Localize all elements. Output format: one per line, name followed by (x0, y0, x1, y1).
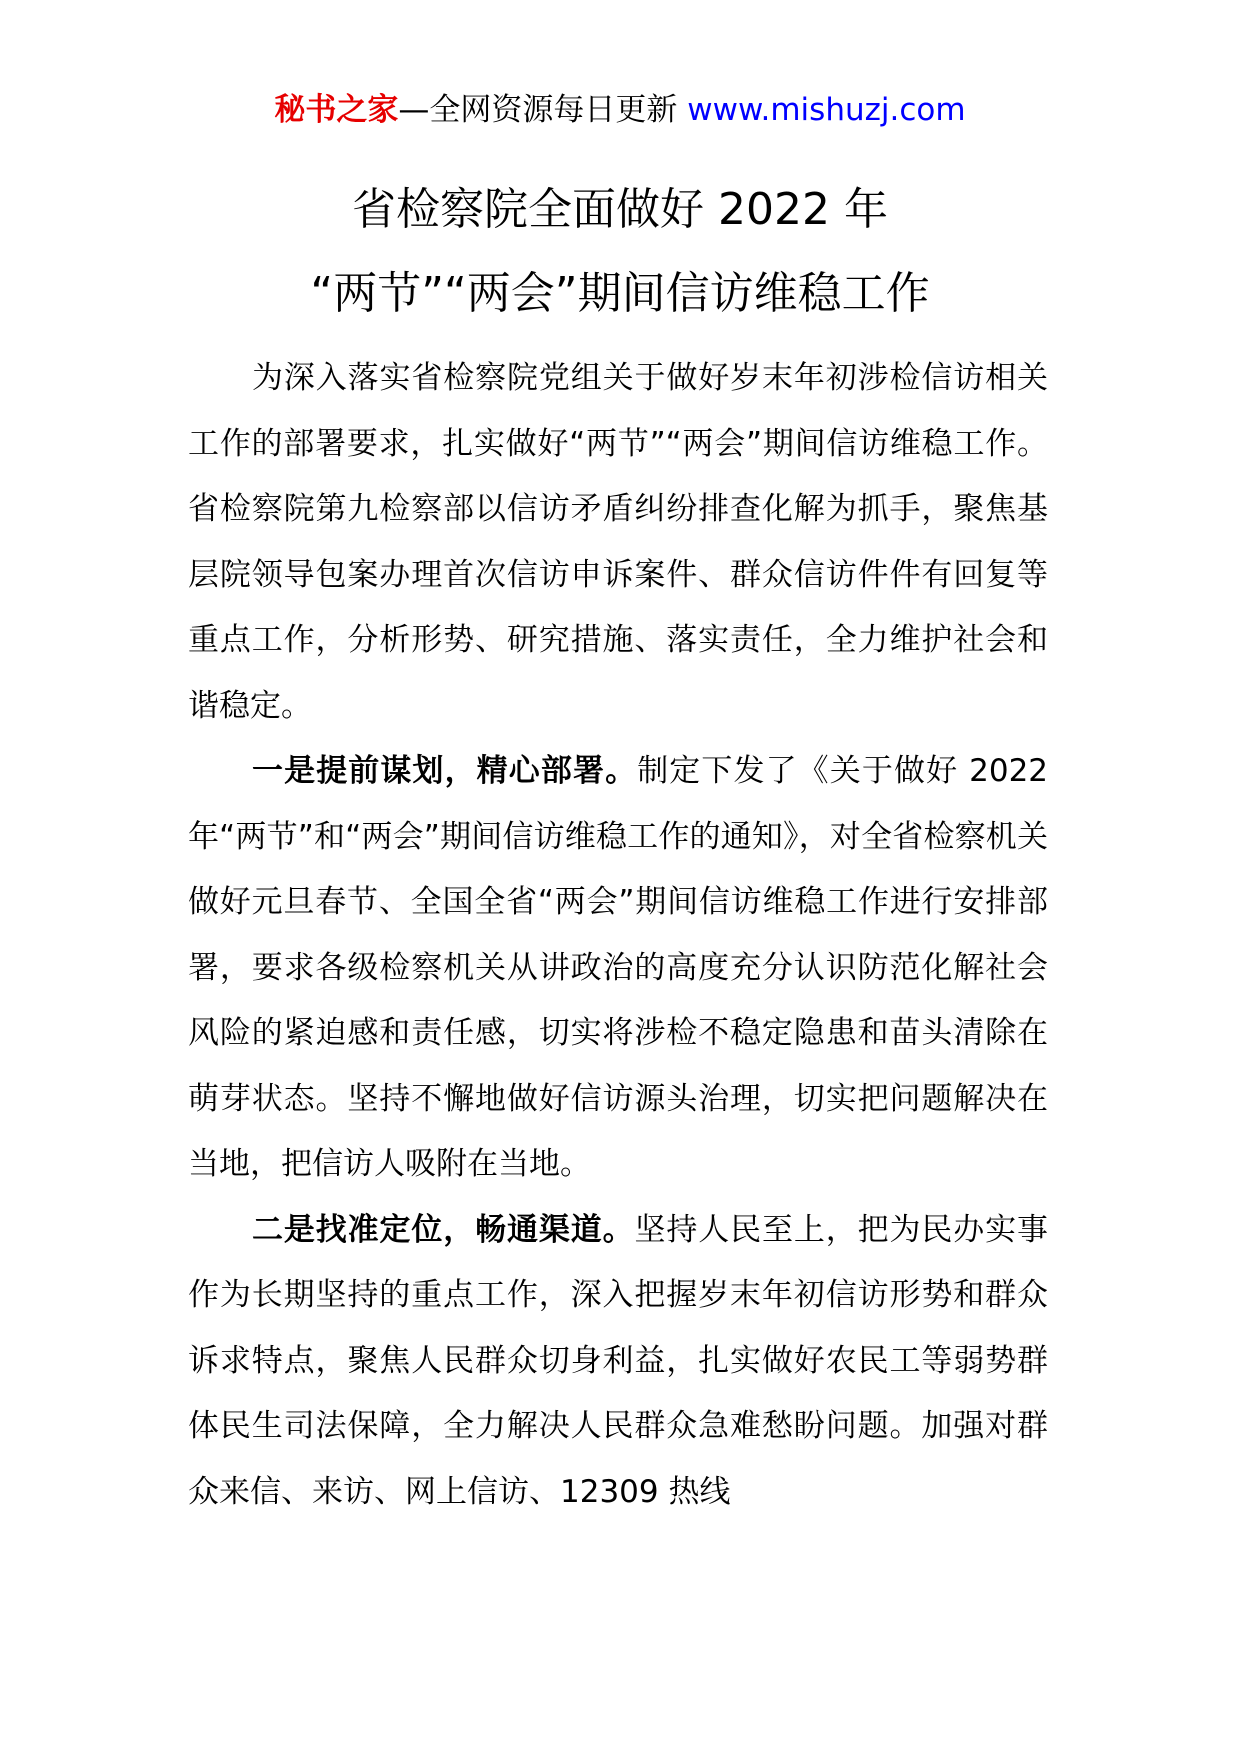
site-header (0, 88, 1240, 132)
document-title-line-2: “两节”“两会”期间信访维稳工作 (310, 268, 930, 319)
document-body (188, 346, 1048, 1525)
paragraph-lead: 一是提前谋划，精心部署。 (252, 753, 638, 789)
point-one-paragraph (188, 739, 1048, 1198)
site-brand: 秘书之家 (274, 92, 399, 128)
paragraph-text: 为深入落实省检察院党组关于做好岁末年初涉检信访相关工作的部署要求，扎实做好“两节”“两会”期间信访维稳工作。省检察院第九检察部以信访矛盾纠纷排查化解为抓手，聚焦基层院领导包案办理首次信访申诉案件、群众信访件件有回复等重点工作，分析形势、研究措施、落实责任，全力维护社会和谐稳定。 (188, 360, 1048, 724)
intro-paragraph (188, 346, 1048, 739)
paragraph-text: 制定下发了《关于做好 2022 年“两节”和“两会”期间信访维稳工作的通知》，对全省检察机关做好元旦春节、全国全省“两会”期间信访维稳工作进行安排部署，要求各级检察机关从讲政治的高度充分认识防范化解社会风险的紧迫感和责任感，切实将涉检不稳定隐患和苗头清除在萌芽状态。坚持不懈地做好信访源头治理，切实把问题解决在当地，把信访人吸附在当地。 (188, 753, 1049, 1182)
site-tagline: —全网资源每日更新 (398, 92, 678, 128)
document-title-line-1: 省检察院全面做好 2022 年 (352, 184, 888, 235)
paragraph-text: 坚持人民至上，把为民办实事作为长期坚持的重点工作，深入把握岁末年初信访形势和群众诉求特点，聚焦人民群众切身利益，扎实做好农民工等弱势群体民生司法保障，全力解决人民群众急难愁盼问题。加强对群众来信、来访、网上信访、12309 热线 (188, 1211, 1048, 1510)
point-two-paragraph (188, 1198, 1048, 1526)
paragraph-lead: 二是找准定位，畅通渠道。 (252, 1211, 635, 1248)
site-url-link[interactable]: www.mishuzj.com (687, 92, 966, 128)
